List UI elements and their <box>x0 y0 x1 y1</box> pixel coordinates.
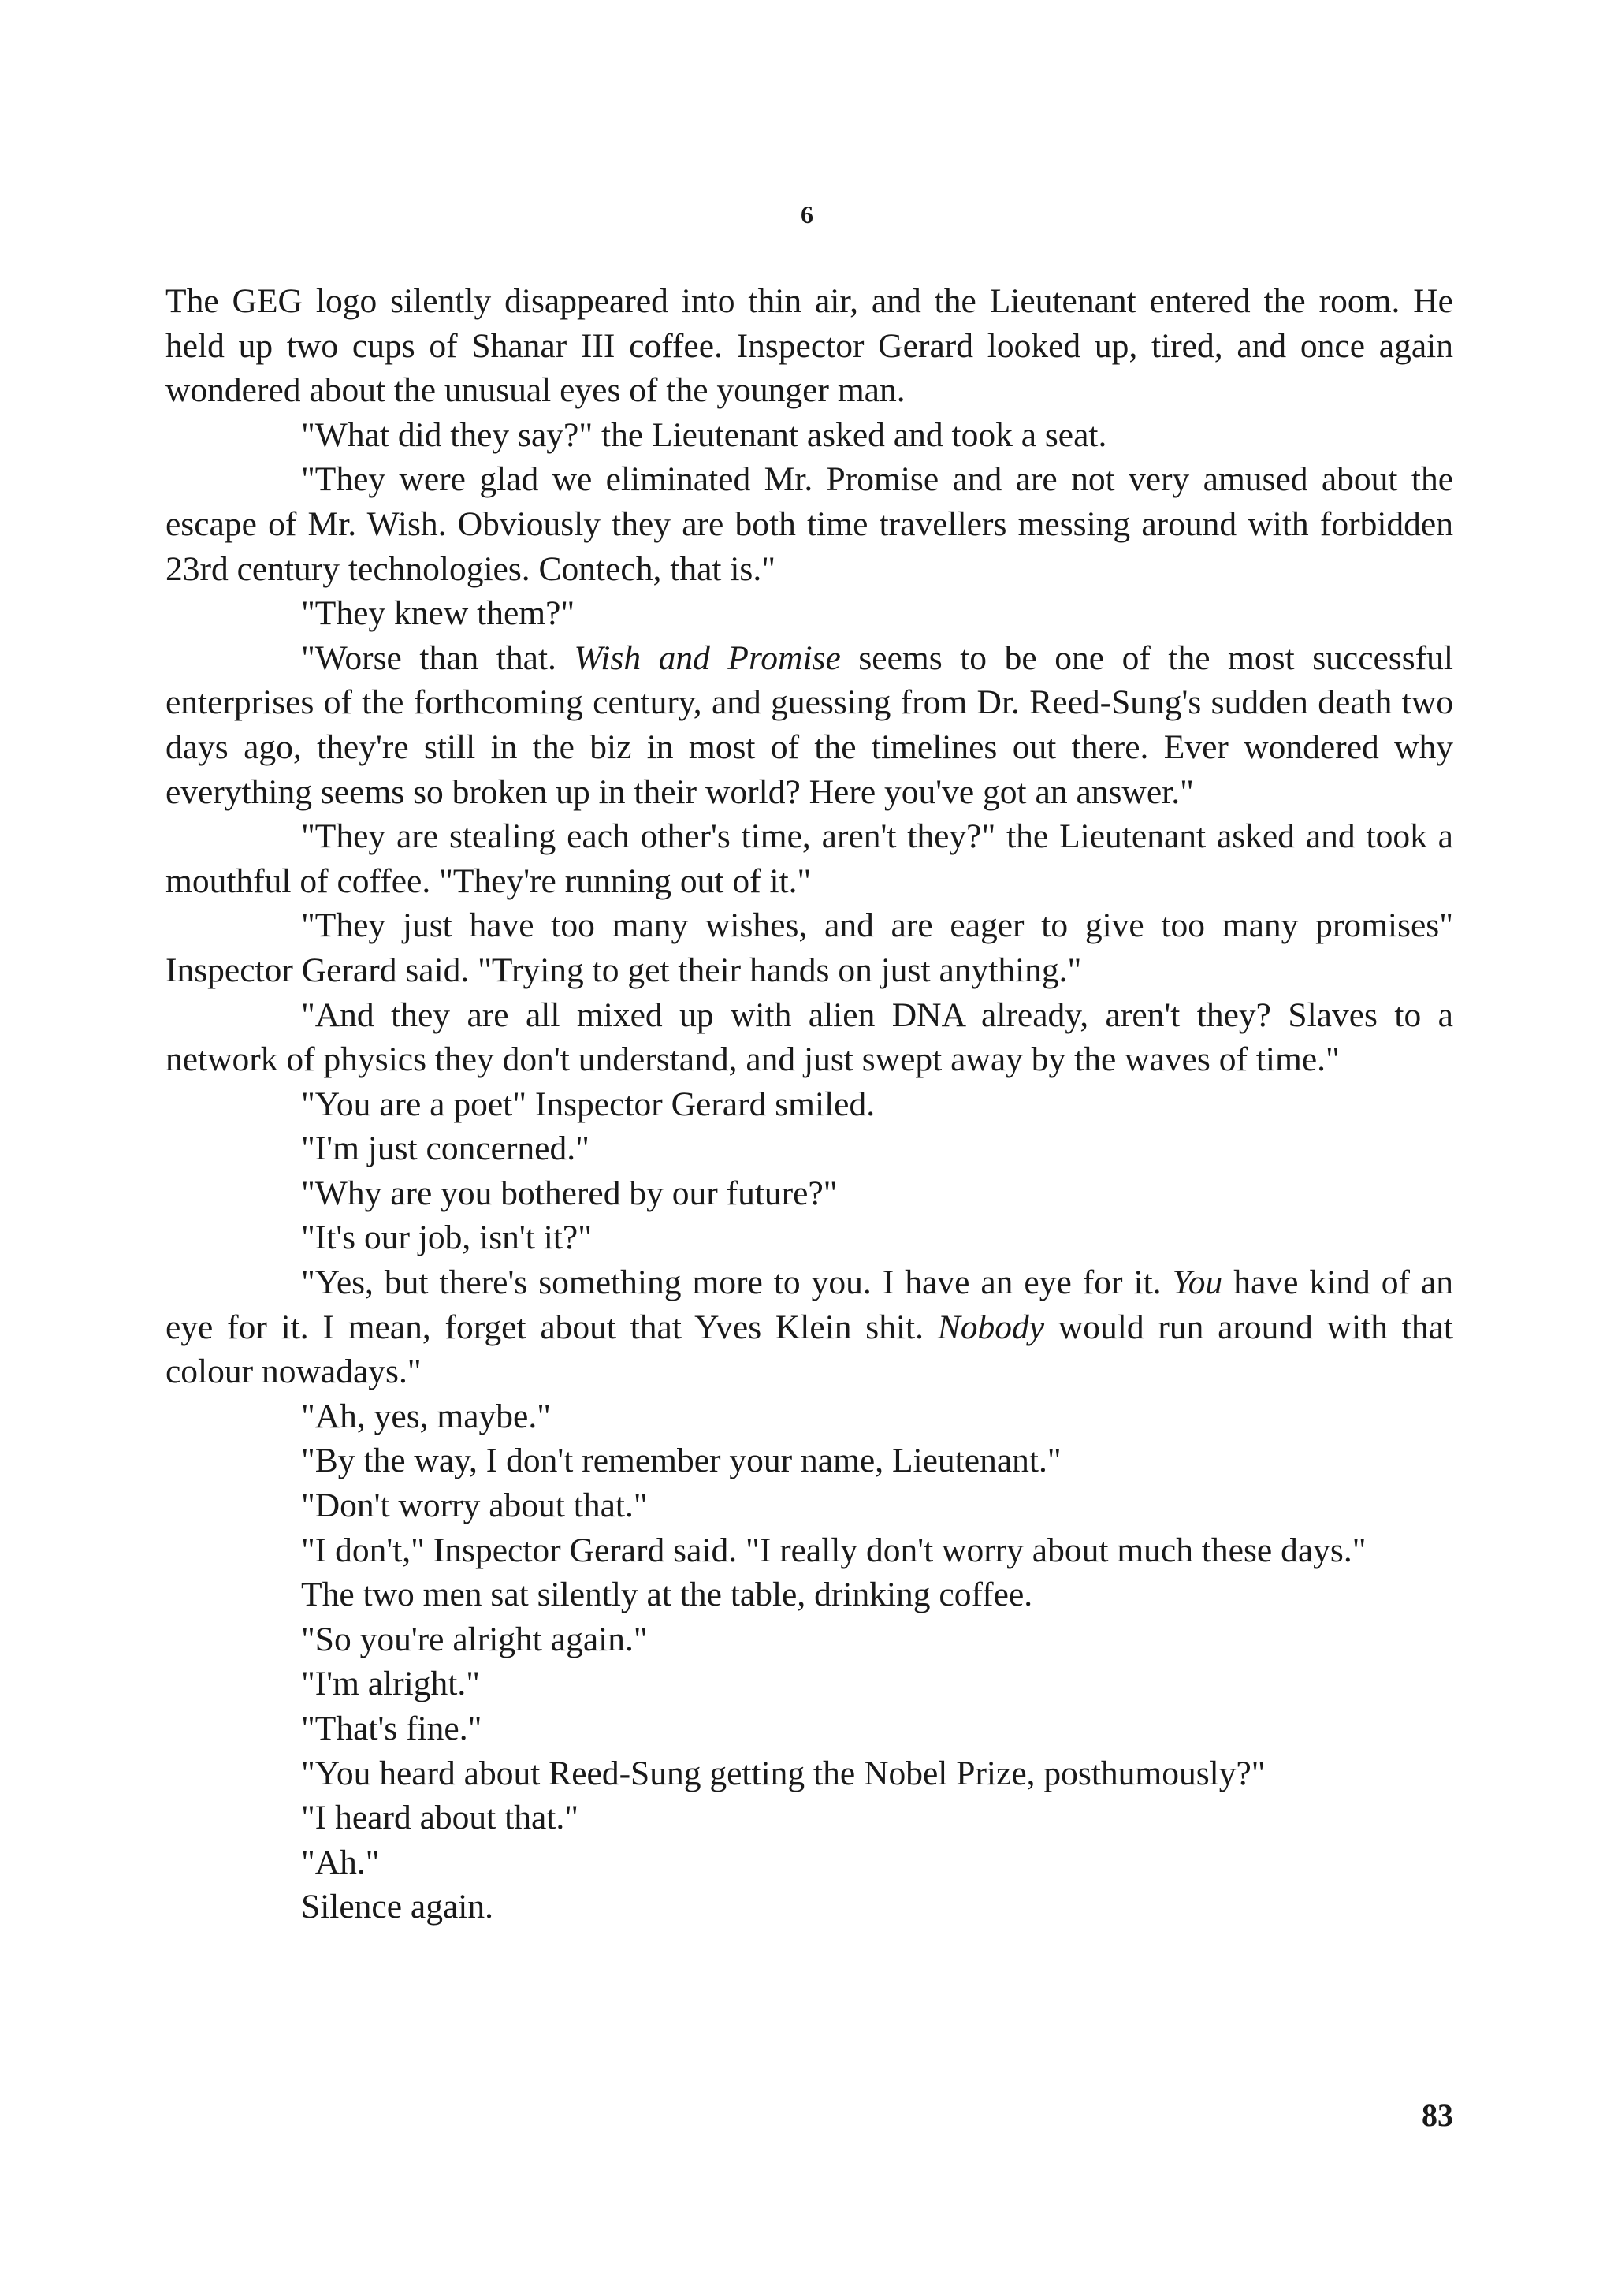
paragraph <box>165 1572 1453 1617</box>
paragraph <box>165 1885 1453 1929</box>
text-segment: "They were glad we eliminated Mr. Promise and are not very amused about the escape of Mr. Wish. Obviously they are both time travellers messing around with forbidden 23rd century technologies. Contech, that is." <box>165 460 1453 588</box>
paragraph <box>165 1706 1453 1751</box>
paragraph <box>165 814 1453 903</box>
text-segment: "You heard about Reed-Sung getting the Nobel Prize, posthumously?" <box>301 1754 1266 1792</box>
text-segment: "Why are you bothered by our future?" <box>301 1174 838 1212</box>
paragraph <box>165 1171 1453 1216</box>
chapter-number: 6 <box>801 200 813 229</box>
paragraph <box>165 1662 1453 1706</box>
text-segment: "I'm just concerned." <box>301 1129 589 1168</box>
paragraph <box>165 413 1453 458</box>
paragraph <box>165 1394 1453 1439</box>
paragraph <box>165 1840 1453 1885</box>
text-segment: "What did they say?" the Lieutenant asked and took a seat. <box>301 415 1107 454</box>
paragraph <box>165 1260 1453 1394</box>
text-segment: "You are a poet" Inspector Gerard smiled. <box>301 1085 876 1123</box>
text-segment: "Don't worry about that." <box>301 1487 648 1525</box>
text-segment: "They just have too many wishes, and are eager to give too many promises" Inspector Gerard said. "Trying to get their hands on just anything." <box>165 906 1453 989</box>
text-segment: "Yes, but there's something more to you. I have an eye for it. <box>301 1263 1173 1302</box>
paragraph <box>165 1082 1453 1127</box>
text-segment: Silence again. <box>301 1888 493 1926</box>
paragraph <box>165 1617 1453 1662</box>
text-segment: "By the way, I don't remember your name, Lieutenant." <box>301 1442 1062 1480</box>
text-segment: "Ah, yes, maybe." <box>301 1397 551 1435</box>
paragraph <box>165 1438 1453 1483</box>
paragraph <box>165 903 1453 992</box>
italic-text: Wish and Promise <box>574 638 841 677</box>
paragraph <box>165 1215 1453 1260</box>
paragraph <box>165 993 1453 1082</box>
text-segment: "I don't," Inspector Gerard said. "I really don't worry about much these days." <box>301 1531 1367 1569</box>
paragraph <box>165 279 1453 413</box>
text-segment: "That's fine." <box>301 1710 482 1747</box>
paragraph <box>165 1483 1453 1528</box>
page-number: 83 <box>1422 2097 1453 2133</box>
text-segment: The GEG logo silently disappeared into thin air, and the Lieutenant entered the room. He held up two cups of Shanar III coffee. Inspector Gerard looked up, tired, and once again wondered about the unusual eyes of the younger man. <box>165 282 1453 410</box>
text-segment: seems to be one of the most successful enterprises of the forthcoming century, and guessing from Dr. Reed-Sung's sudden death two days ago, they're still in the biz in most of the timelines out there. Ever wondered why everything seems so broken up in their world? Here you've got an answer." <box>165 638 1453 811</box>
text-segment: "They are stealing each other's time, aren't they?" the Lieutenant asked and took a mouthful of coffee. "They're running out of it." <box>165 817 1453 900</box>
paragraph <box>165 1751 1453 1796</box>
text-segment: "It's our job, isn't it?" <box>301 1219 592 1257</box>
text-segment: The two men sat silently at the table, drinking coffee. <box>301 1576 1033 1614</box>
paragraph <box>165 636 1453 814</box>
paragraph <box>165 1795 1453 1840</box>
italic-text: Nobody <box>937 1308 1045 1346</box>
text-segment: have kind of an eye for it. I mean, forget about that Yves Klein shit. <box>165 1263 1453 1346</box>
paragraph <box>165 591 1453 636</box>
text-segment: "And they are all mixed up with alien DNA already, aren't they? Slaves to a network of physics they don't understand, and just swept away by the waves of time." <box>165 995 1453 1079</box>
paragraph <box>165 1528 1453 1573</box>
text-segment: "I'm alright." <box>301 1665 480 1703</box>
text-segment: "Ah." <box>301 1843 380 1881</box>
body-text <box>165 279 1453 1929</box>
text-segment: would run around with that colour nowadays." <box>165 1308 1453 1391</box>
paragraph <box>165 1126 1453 1171</box>
text-segment: "They knew them?" <box>301 594 575 633</box>
text-segment: "I heard about that." <box>301 1799 578 1837</box>
italic-text: You <box>1172 1263 1223 1302</box>
text-segment: "Worse than that. <box>301 638 575 677</box>
text-segment: "So you're alright again." <box>301 1620 648 1658</box>
paragraph <box>165 457 1453 591</box>
